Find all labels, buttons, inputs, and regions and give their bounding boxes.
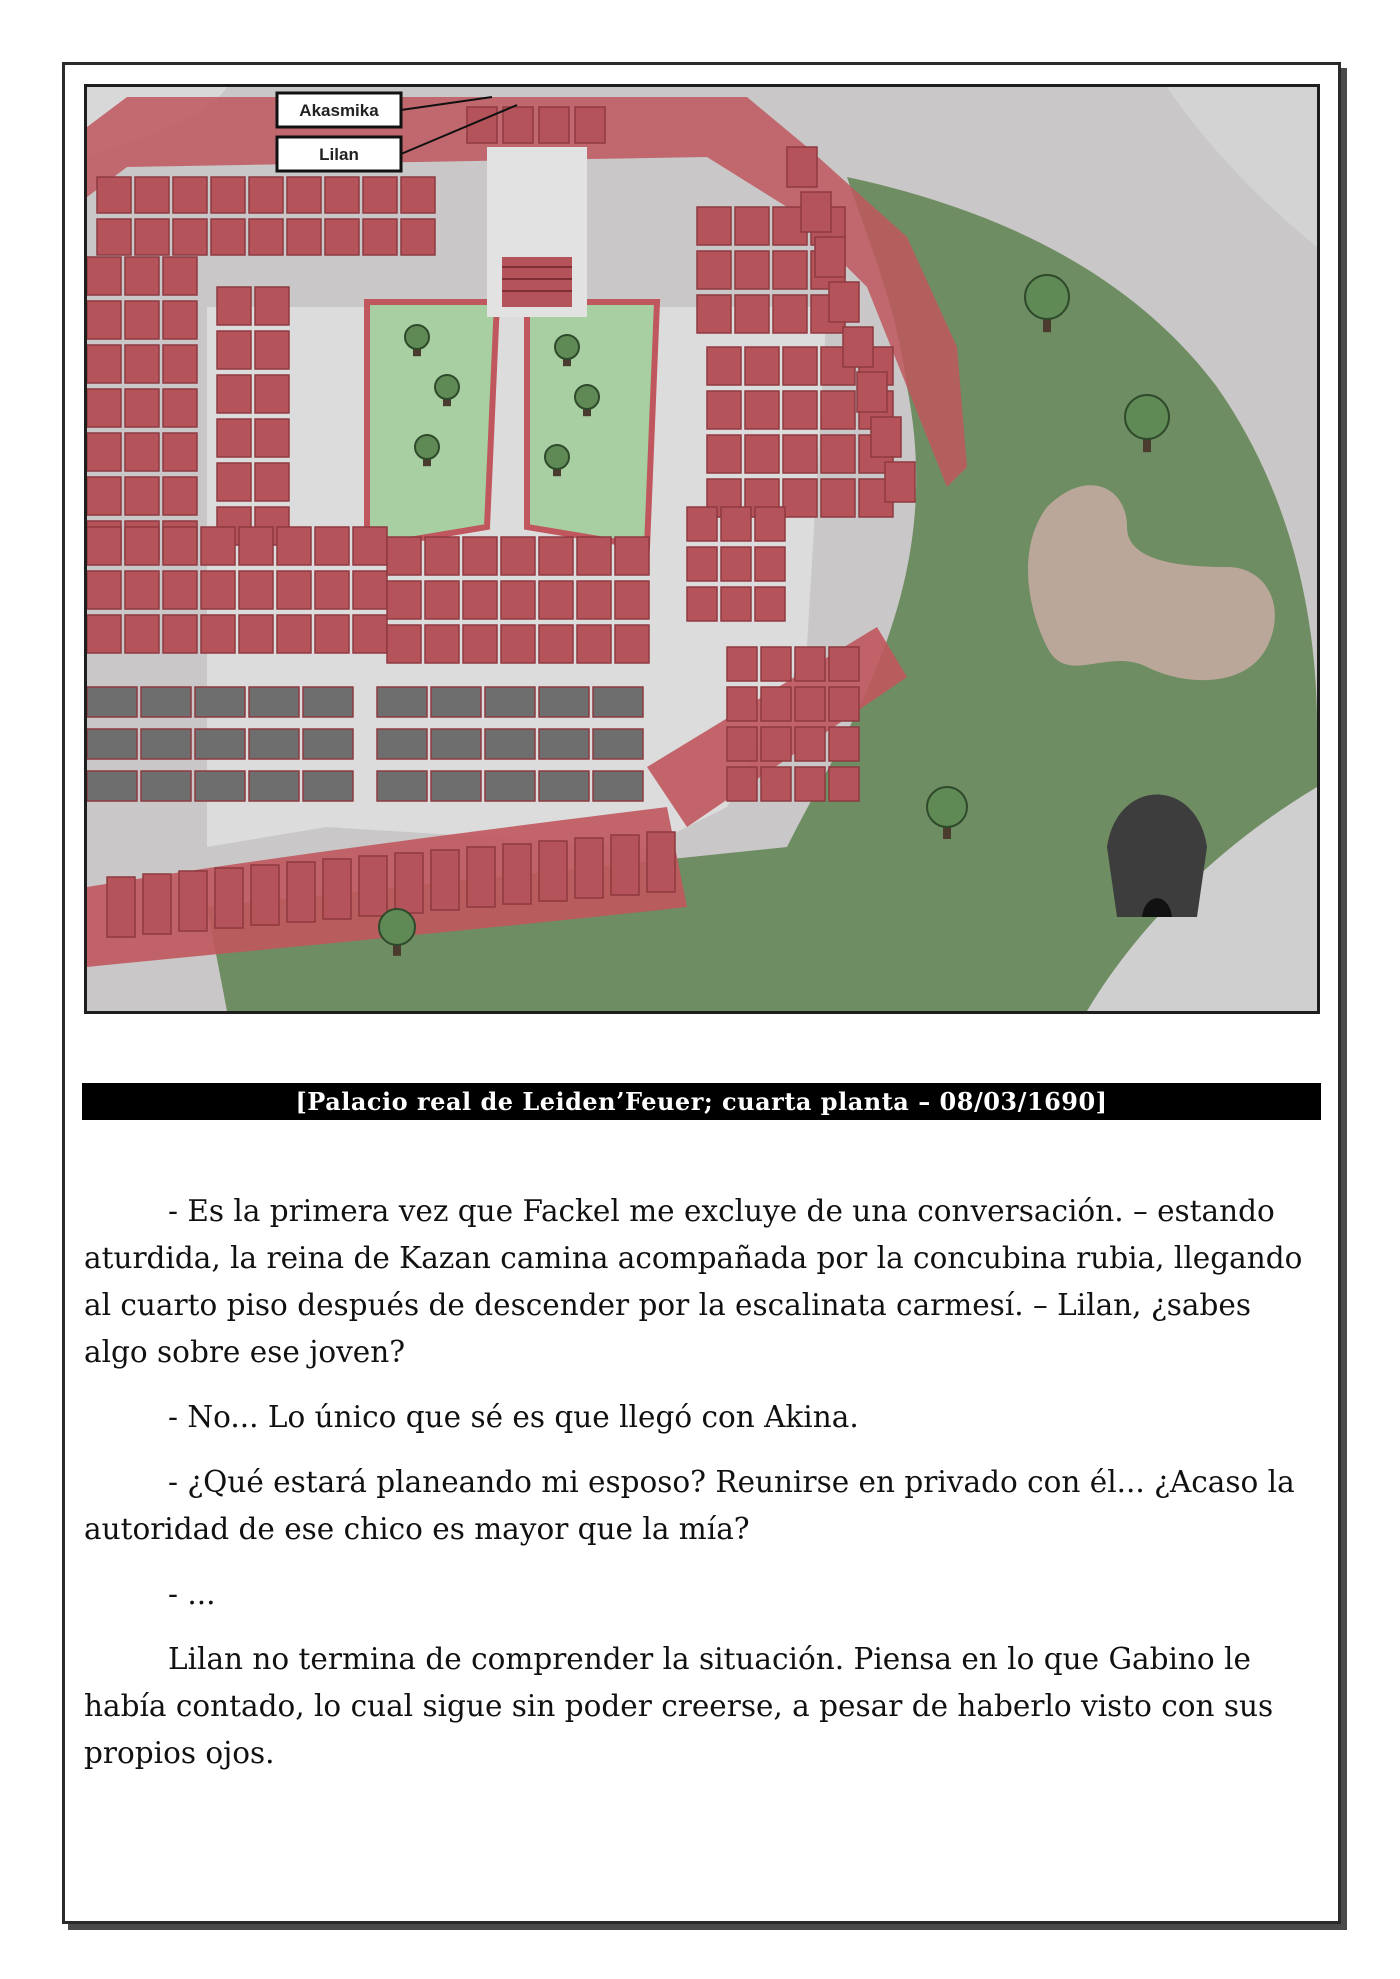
building (163, 571, 197, 609)
building (143, 874, 171, 934)
building (215, 868, 243, 928)
building (125, 571, 159, 609)
building (783, 391, 817, 429)
building (593, 687, 643, 717)
building (795, 767, 825, 801)
building (885, 462, 915, 502)
map-canvas (87, 87, 1317, 1011)
building (325, 177, 359, 213)
building (239, 527, 273, 565)
building (363, 219, 397, 255)
building (795, 647, 825, 681)
building (277, 527, 311, 565)
building (707, 347, 741, 385)
building (539, 581, 573, 619)
scene-caption: [Palacio real de Leiden’Feuer; cuarta planta – 08/03/1690] (82, 1083, 1321, 1120)
building (163, 389, 197, 427)
building (87, 257, 121, 295)
building (323, 859, 351, 919)
building (249, 729, 299, 759)
building (761, 767, 791, 801)
building (163, 301, 197, 339)
building (315, 615, 349, 653)
building (87, 687, 137, 717)
building (195, 771, 245, 801)
building (87, 527, 121, 565)
building (539, 107, 569, 143)
building (163, 257, 197, 295)
building (829, 687, 859, 721)
building (163, 615, 197, 653)
garden-east (527, 302, 657, 547)
cave-icon (1107, 795, 1207, 918)
building (707, 435, 741, 473)
building (87, 615, 121, 653)
building (745, 347, 779, 385)
building (141, 687, 191, 717)
label-lilan-text: Lilan (319, 145, 359, 164)
building (125, 389, 159, 427)
building (255, 463, 289, 501)
building (755, 507, 785, 541)
building (125, 615, 159, 653)
building (377, 687, 427, 717)
building (687, 587, 717, 621)
building (277, 615, 311, 653)
building (255, 419, 289, 457)
building (211, 177, 245, 213)
paragraph: - Es la primera vez que Fackel me excluye de una conversación. – estando aturdida, la reina de Kazan camina acompañada por la concubina rubia, llegando al cuarto piso después de descender por la escalinata carmesí. – Lilan, ¿sabes algo sobre ese joven? (84, 1194, 1303, 1369)
building (615, 625, 649, 663)
building (217, 375, 251, 413)
building (303, 729, 353, 759)
building (801, 192, 831, 232)
building (87, 389, 121, 427)
building (783, 435, 817, 473)
building (425, 581, 459, 619)
building (195, 687, 245, 717)
building (745, 435, 779, 473)
building (173, 219, 207, 255)
paragraph: - No... Lo único que sé es que llegó con Akina. (168, 1400, 859, 1434)
building (821, 391, 855, 429)
building (761, 647, 791, 681)
building (843, 327, 873, 367)
building (575, 838, 603, 898)
building (249, 687, 299, 717)
building (821, 435, 855, 473)
building (539, 841, 567, 901)
building (539, 687, 589, 717)
building (647, 832, 675, 892)
building (503, 844, 531, 904)
building (611, 835, 639, 895)
building (249, 219, 283, 255)
building (387, 581, 421, 619)
building (125, 477, 159, 515)
building (431, 771, 481, 801)
building (501, 625, 535, 663)
building (315, 527, 349, 565)
building (173, 177, 207, 213)
building (721, 547, 751, 581)
building (425, 625, 459, 663)
building (387, 537, 421, 575)
building (303, 687, 353, 717)
building (783, 347, 817, 385)
building (277, 571, 311, 609)
building (401, 177, 435, 213)
building (251, 865, 279, 925)
building (821, 479, 855, 517)
building (721, 507, 751, 541)
building (463, 537, 497, 575)
building (463, 581, 497, 619)
palace-map (84, 84, 1320, 1014)
building (87, 729, 137, 759)
building (539, 537, 573, 575)
building (141, 729, 191, 759)
building (755, 547, 785, 581)
building (745, 391, 779, 429)
building (735, 295, 769, 333)
building (539, 625, 573, 663)
building (577, 537, 611, 575)
building (239, 615, 273, 653)
building (829, 282, 859, 322)
building (163, 345, 197, 383)
building (727, 767, 757, 801)
building (163, 527, 197, 565)
building (163, 477, 197, 515)
building (783, 479, 817, 517)
building (795, 687, 825, 721)
building (687, 507, 717, 541)
building (377, 729, 427, 759)
building (697, 295, 731, 333)
building (287, 177, 321, 213)
building (377, 771, 427, 801)
building (761, 727, 791, 761)
building (87, 433, 121, 471)
label-lilan (277, 137, 401, 171)
paragraph: - ¿Qué estará planeando mi esposo? Reunirse en privado con él... ¿Acaso la autoridad de ese chico es mayor que la mía? (84, 1465, 1295, 1546)
building (325, 219, 359, 255)
building (485, 687, 535, 717)
building (363, 177, 397, 213)
building (697, 251, 731, 289)
building (125, 345, 159, 383)
building (615, 581, 649, 619)
building (87, 301, 121, 339)
building (463, 625, 497, 663)
building (315, 571, 349, 609)
building (217, 463, 251, 501)
building (431, 850, 459, 910)
building (431, 687, 481, 717)
building (593, 771, 643, 801)
building (615, 537, 649, 575)
building (815, 237, 845, 277)
building (577, 581, 611, 619)
building (255, 331, 289, 369)
building (125, 301, 159, 339)
label-akasmika-text: Akasmika (299, 101, 379, 120)
building (141, 771, 191, 801)
building (761, 687, 791, 721)
building (593, 729, 643, 759)
building (97, 219, 131, 255)
building (501, 537, 535, 575)
building (727, 647, 757, 681)
building (727, 687, 757, 721)
building (217, 419, 251, 457)
building (287, 862, 315, 922)
paragraph: Lilan no termina de comprender la situación. Piensa en lo que Gabino le había contado, lo cual sigue sin poder creerse, a pesar de haberlo visto con sus propios ojos. (84, 1642, 1274, 1770)
building (211, 219, 245, 255)
building (467, 847, 495, 907)
building (787, 147, 817, 187)
building (503, 107, 533, 143)
building (485, 771, 535, 801)
building (735, 251, 769, 289)
building (539, 729, 589, 759)
building (201, 571, 235, 609)
building (249, 177, 283, 213)
building (353, 571, 387, 609)
building (687, 547, 717, 581)
building (577, 625, 611, 663)
building (359, 856, 387, 916)
building (201, 527, 235, 565)
building (871, 417, 901, 457)
building (287, 219, 321, 255)
building (107, 877, 135, 937)
stair-icon (502, 257, 572, 307)
building (201, 615, 235, 653)
building (755, 587, 785, 621)
building (697, 207, 731, 245)
building (425, 537, 459, 575)
building (485, 729, 535, 759)
story-text (84, 1188, 1316, 1795)
building (539, 771, 589, 801)
building (395, 853, 423, 913)
building (87, 571, 121, 609)
building (249, 771, 299, 801)
building (707, 391, 741, 429)
building (721, 587, 751, 621)
building (857, 372, 887, 412)
building (795, 727, 825, 761)
building (135, 219, 169, 255)
building (163, 433, 197, 471)
building (829, 767, 859, 801)
paragraph: - ... (168, 1577, 216, 1611)
building (401, 219, 435, 255)
label-akasmika (277, 93, 401, 127)
building (195, 729, 245, 759)
building (255, 375, 289, 413)
building (501, 581, 535, 619)
building (773, 295, 807, 333)
building (87, 477, 121, 515)
building (135, 177, 169, 213)
building (387, 625, 421, 663)
building (125, 257, 159, 295)
building (431, 729, 481, 759)
building (87, 771, 137, 801)
building (239, 571, 273, 609)
building (97, 177, 131, 213)
building (125, 433, 159, 471)
building (353, 615, 387, 653)
building (735, 207, 769, 245)
building (727, 727, 757, 761)
building (217, 331, 251, 369)
building (179, 871, 207, 931)
building (353, 527, 387, 565)
building (255, 287, 289, 325)
building (125, 527, 159, 565)
building (773, 251, 807, 289)
building (303, 771, 353, 801)
building (217, 287, 251, 325)
building (829, 647, 859, 681)
building (87, 345, 121, 383)
garden-west (367, 302, 497, 547)
building (829, 727, 859, 761)
building (575, 107, 605, 143)
